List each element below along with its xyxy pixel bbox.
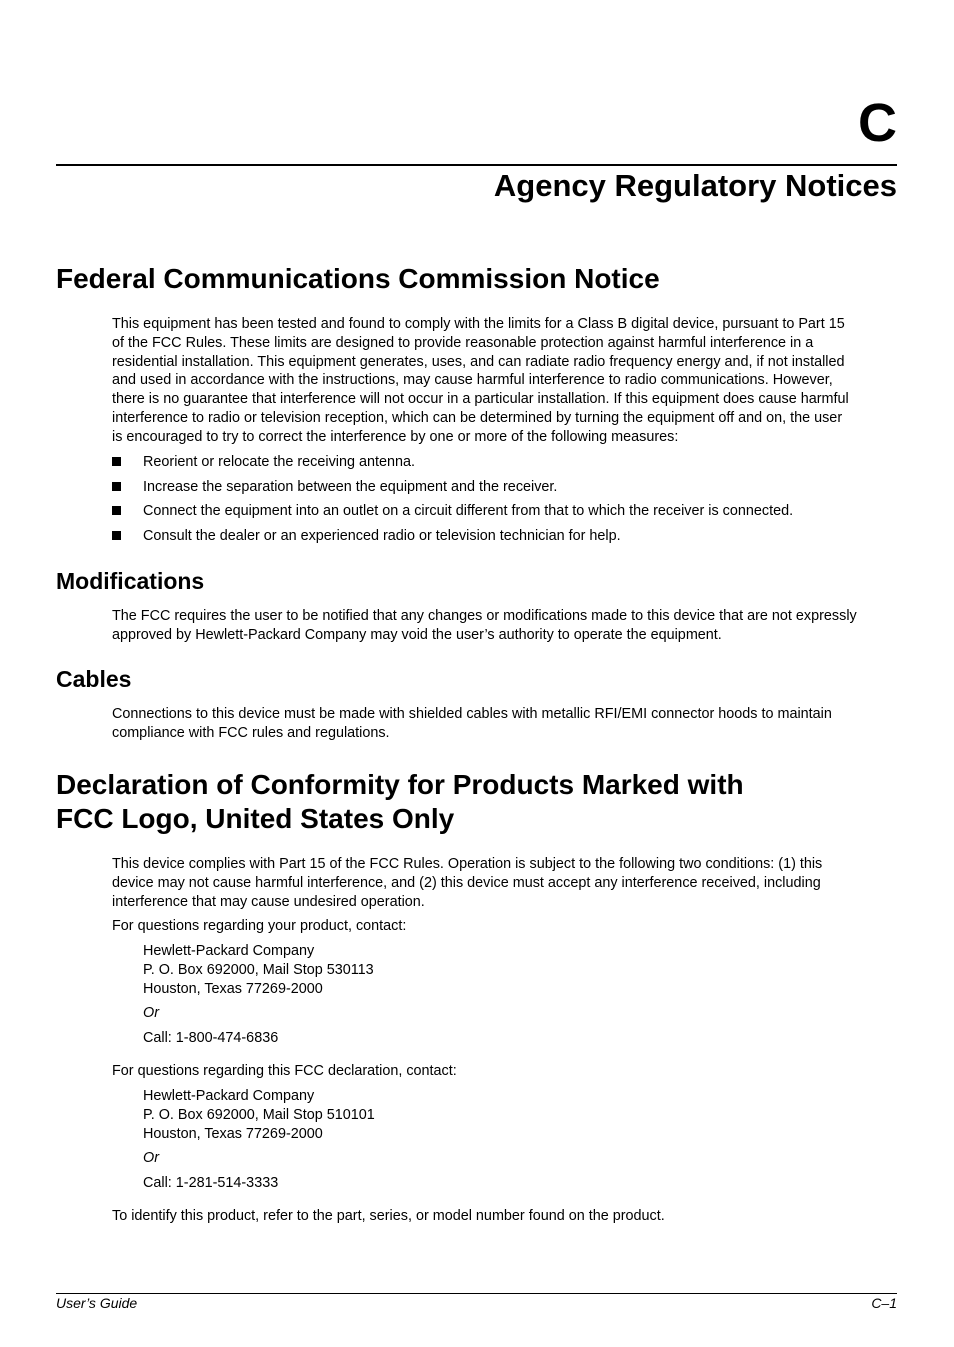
paragraph-line: compliance with FCC rules and regulations. — [112, 724, 390, 741]
bullet-text: Reorient or relocate the receiving antenna. — [143, 454, 415, 470]
product-contact-address — [143, 942, 374, 999]
chapter-rule — [56, 164, 897, 166]
paragraph-line: Connections to this device must be made with shielded cables with metallic RFI/EMI connector hoods to maintain — [112, 706, 832, 722]
or-label: Or — [143, 1150, 159, 1166]
declaration-heading — [56, 768, 744, 836]
chapter-title: Agency Regulatory Notices — [493, 168, 897, 203]
footer-rule — [56, 1293, 897, 1294]
bullet-square-icon — [112, 457, 121, 466]
bullet-square-icon — [112, 482, 121, 491]
city-line: Houston, Texas 77269-2000 — [143, 981, 323, 997]
paragraph-line: The FCC requires the user to be notified that any changes or modifications made to this device that are not expressly — [112, 608, 857, 624]
fcc-notice-paragraph — [112, 315, 902, 447]
paragraph-line: This device complies with Part 15 of the FCC Rules. Operation is subject to the following two conditions: (1) this — [112, 856, 823, 872]
footer-page-number: C–1 — [871, 1295, 897, 1311]
paragraph-line: interference that may cause undesired operation. — [112, 893, 425, 910]
po-box: P. O. Box 692000, Mail Stop 530113 — [143, 962, 374, 978]
phone-number: Call: 1-800-474-6836 — [143, 1030, 279, 1046]
po-box: P. O. Box 692000, Mail Stop 510101 — [143, 1107, 375, 1123]
cables-heading: Cables — [56, 666, 132, 692]
product-contact-intro: For questions regarding your product, contact: — [112, 918, 407, 934]
bullet-text: Connect the equipment into an outlet on a circuit different from that to which the receiver is connected. — [143, 503, 794, 519]
bullet-square-icon — [112, 506, 121, 515]
bullet-square-icon — [112, 531, 121, 540]
paragraph-line: This equipment has been tested and found to comply with the limits for a Class B digital device, pursuant to Part 15 — [112, 316, 845, 332]
heading-line: FCC Logo, United States Only — [56, 803, 455, 834]
bullet-text: Consult the dealer or an experienced radio or television technician for help. — [143, 528, 621, 544]
modifications-heading: Modifications — [56, 568, 205, 594]
company-name: Hewlett-Packard Company — [143, 1088, 315, 1104]
paragraph-line: of the FCC Rules. These limits are designed to provide reasonable protection against harmful interference in a — [112, 334, 814, 351]
paragraph-line: approved by Hewlett-Packard Company may void the user’s authority to operate the equipment. — [112, 626, 722, 643]
paragraph-line: residential installation. This equipment generates, uses, and can radiate radio frequency energy and, if not installed — [112, 353, 845, 370]
chapter-letter: C — [858, 93, 897, 153]
bullet-text: Increase the separation between the equipment and the receiver. — [143, 479, 558, 495]
paragraph-line: there is no guarantee that interference will not occur in a particular installation. If this equipment does cause harmful — [112, 391, 849, 408]
fcc-notice-heading: Federal Communications Commission Notice — [56, 263, 660, 294]
paragraph-line: interference to radio or television reception, which can be determined by turning the equipment off and on, the user — [112, 409, 843, 426]
city-line: Houston, Texas 77269-2000 — [143, 1126, 323, 1142]
company-name: Hewlett-Packard Company — [143, 943, 315, 959]
or-label: Or — [143, 1005, 159, 1021]
declaration-paragraph — [112, 855, 902, 911]
cables-paragraph — [112, 705, 902, 743]
paragraph-line: and used in accordance with the instructions, may cause harmful interference to radio communications. However, — [112, 372, 833, 389]
paragraph-line: is encouraged to try to correct the interference by one or more of the following measures: — [112, 428, 679, 445]
modifications-paragraph — [112, 607, 902, 645]
identify-product-text: To identify this product, refer to the part, series, or model number found on the product. — [112, 1208, 665, 1224]
declaration-contact-address — [143, 1087, 375, 1144]
declaration-contact-intro: For questions regarding this FCC declaration, contact: — [112, 1063, 457, 1079]
phone-number: Call: 1-281-514-3333 — [143, 1175, 279, 1191]
heading-line: Declaration of Conformity for Products Marked with — [56, 769, 744, 800]
footer-guide-title: User’s Guide — [56, 1295, 138, 1311]
paragraph-line: device may not cause harmful interference, and (2) this device must accept any interference received, including — [112, 874, 821, 891]
